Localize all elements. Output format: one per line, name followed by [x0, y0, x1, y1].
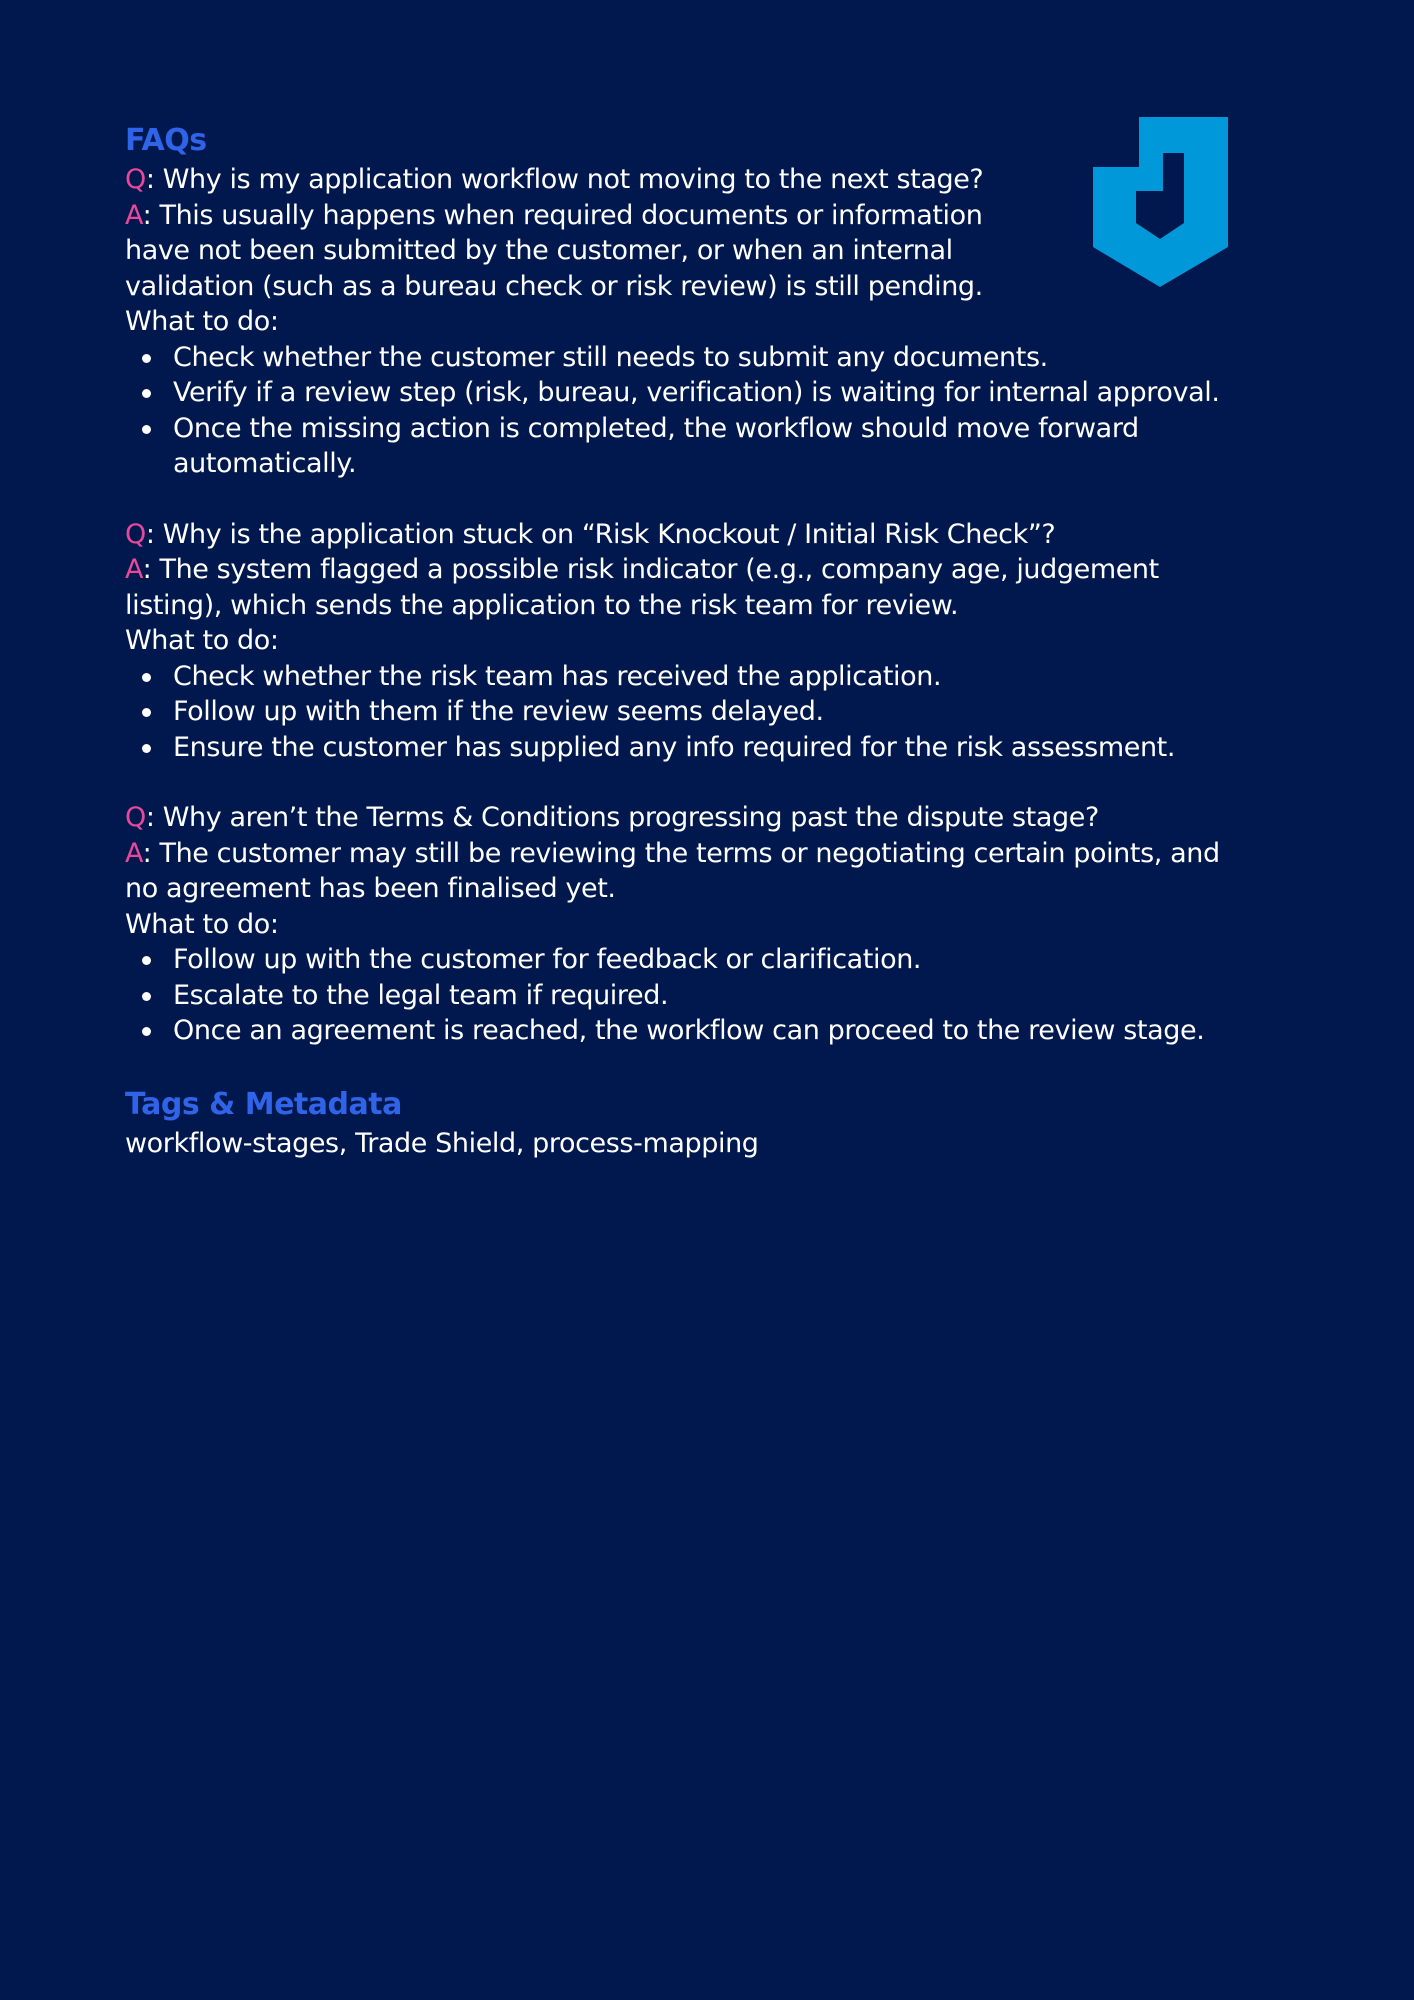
- faq-answer: [125, 836, 1235, 907]
- faq-question: [125, 517, 1235, 553]
- tags-heading: Tags & Metadata: [125, 1086, 402, 1122]
- todo-label: What to do:: [125, 306, 279, 337]
- todo-label: What to do:: [125, 908, 279, 940]
- question-text: : Why is my application workflow not moving to the next stage?: [145, 164, 984, 195]
- tags-value: workflow-stages, Trade Shield, process-mapping: [125, 1127, 759, 1159]
- list-item: Ensure the customer has supplied any info required for the risk assessment.: [125, 730, 1235, 766]
- question-prefix: Q: [125, 802, 146, 833]
- answer-prefix: A: [125, 554, 143, 585]
- faq-question: [125, 800, 1235, 836]
- todo-list: [125, 659, 1235, 766]
- question-text: : Why is the application stuck on “Risk Knockout / Initial Risk Check”?: [145, 518, 1056, 550]
- answer-text: : This usually happens when required documents or information have not been submitted by the customer, or when an internal validation (such as a bureau check or risk review) is still pending.: [125, 199, 983, 302]
- list-item: Follow up with the customer for feedback or clarification.: [125, 942, 1235, 978]
- list-item: Check whether the risk team has received the application.: [125, 659, 1235, 695]
- todo-list: [125, 942, 1235, 1049]
- document-page: [125, 120, 1235, 1161]
- list-item: Once an agreement is reached, the workflow can proceed to the review stage.: [125, 1013, 1235, 1049]
- list-item: Escalate to the legal team if required.: [125, 978, 1235, 1014]
- question-prefix: Q: [125, 518, 146, 550]
- faq-answer: [125, 198, 1045, 305]
- faq-question: [125, 162, 1235, 198]
- list-item: Verify if a review step (risk, bureau, verification) is waiting for internal approval.: [125, 375, 1235, 411]
- faq-answer: [125, 552, 1235, 623]
- question-text: : Why aren’t the Terms & Conditions progressing past the dispute stage?: [145, 802, 1099, 833]
- faq-item: [125, 800, 1235, 1049]
- todo-list: [125, 340, 1235, 482]
- faq-item: [125, 517, 1235, 766]
- todo-label: What to do:: [125, 625, 279, 656]
- answer-text: : The customer may still be reviewing the terms or negotiating certain points, and no agreement has been finalised yet.: [125, 837, 1220, 904]
- list-item: Check whether the customer still needs to submit any documents.: [125, 340, 1235, 376]
- faq-item: [125, 162, 1235, 482]
- answer-text: : The system flagged a possible risk indicator (e.g., company age, judgement listing), which sends the application to the risk team for review.: [125, 554, 1159, 621]
- answer-prefix: A: [125, 199, 143, 231]
- faqs-heading: FAQs: [125, 123, 207, 158]
- question-prefix: Q: [125, 164, 146, 195]
- answer-prefix: A: [125, 837, 143, 869]
- list-item: Follow up with them if the review seems delayed.: [125, 694, 1235, 730]
- list-item: Once the missing action is completed, the workflow should move forward automatically.: [125, 411, 1235, 482]
